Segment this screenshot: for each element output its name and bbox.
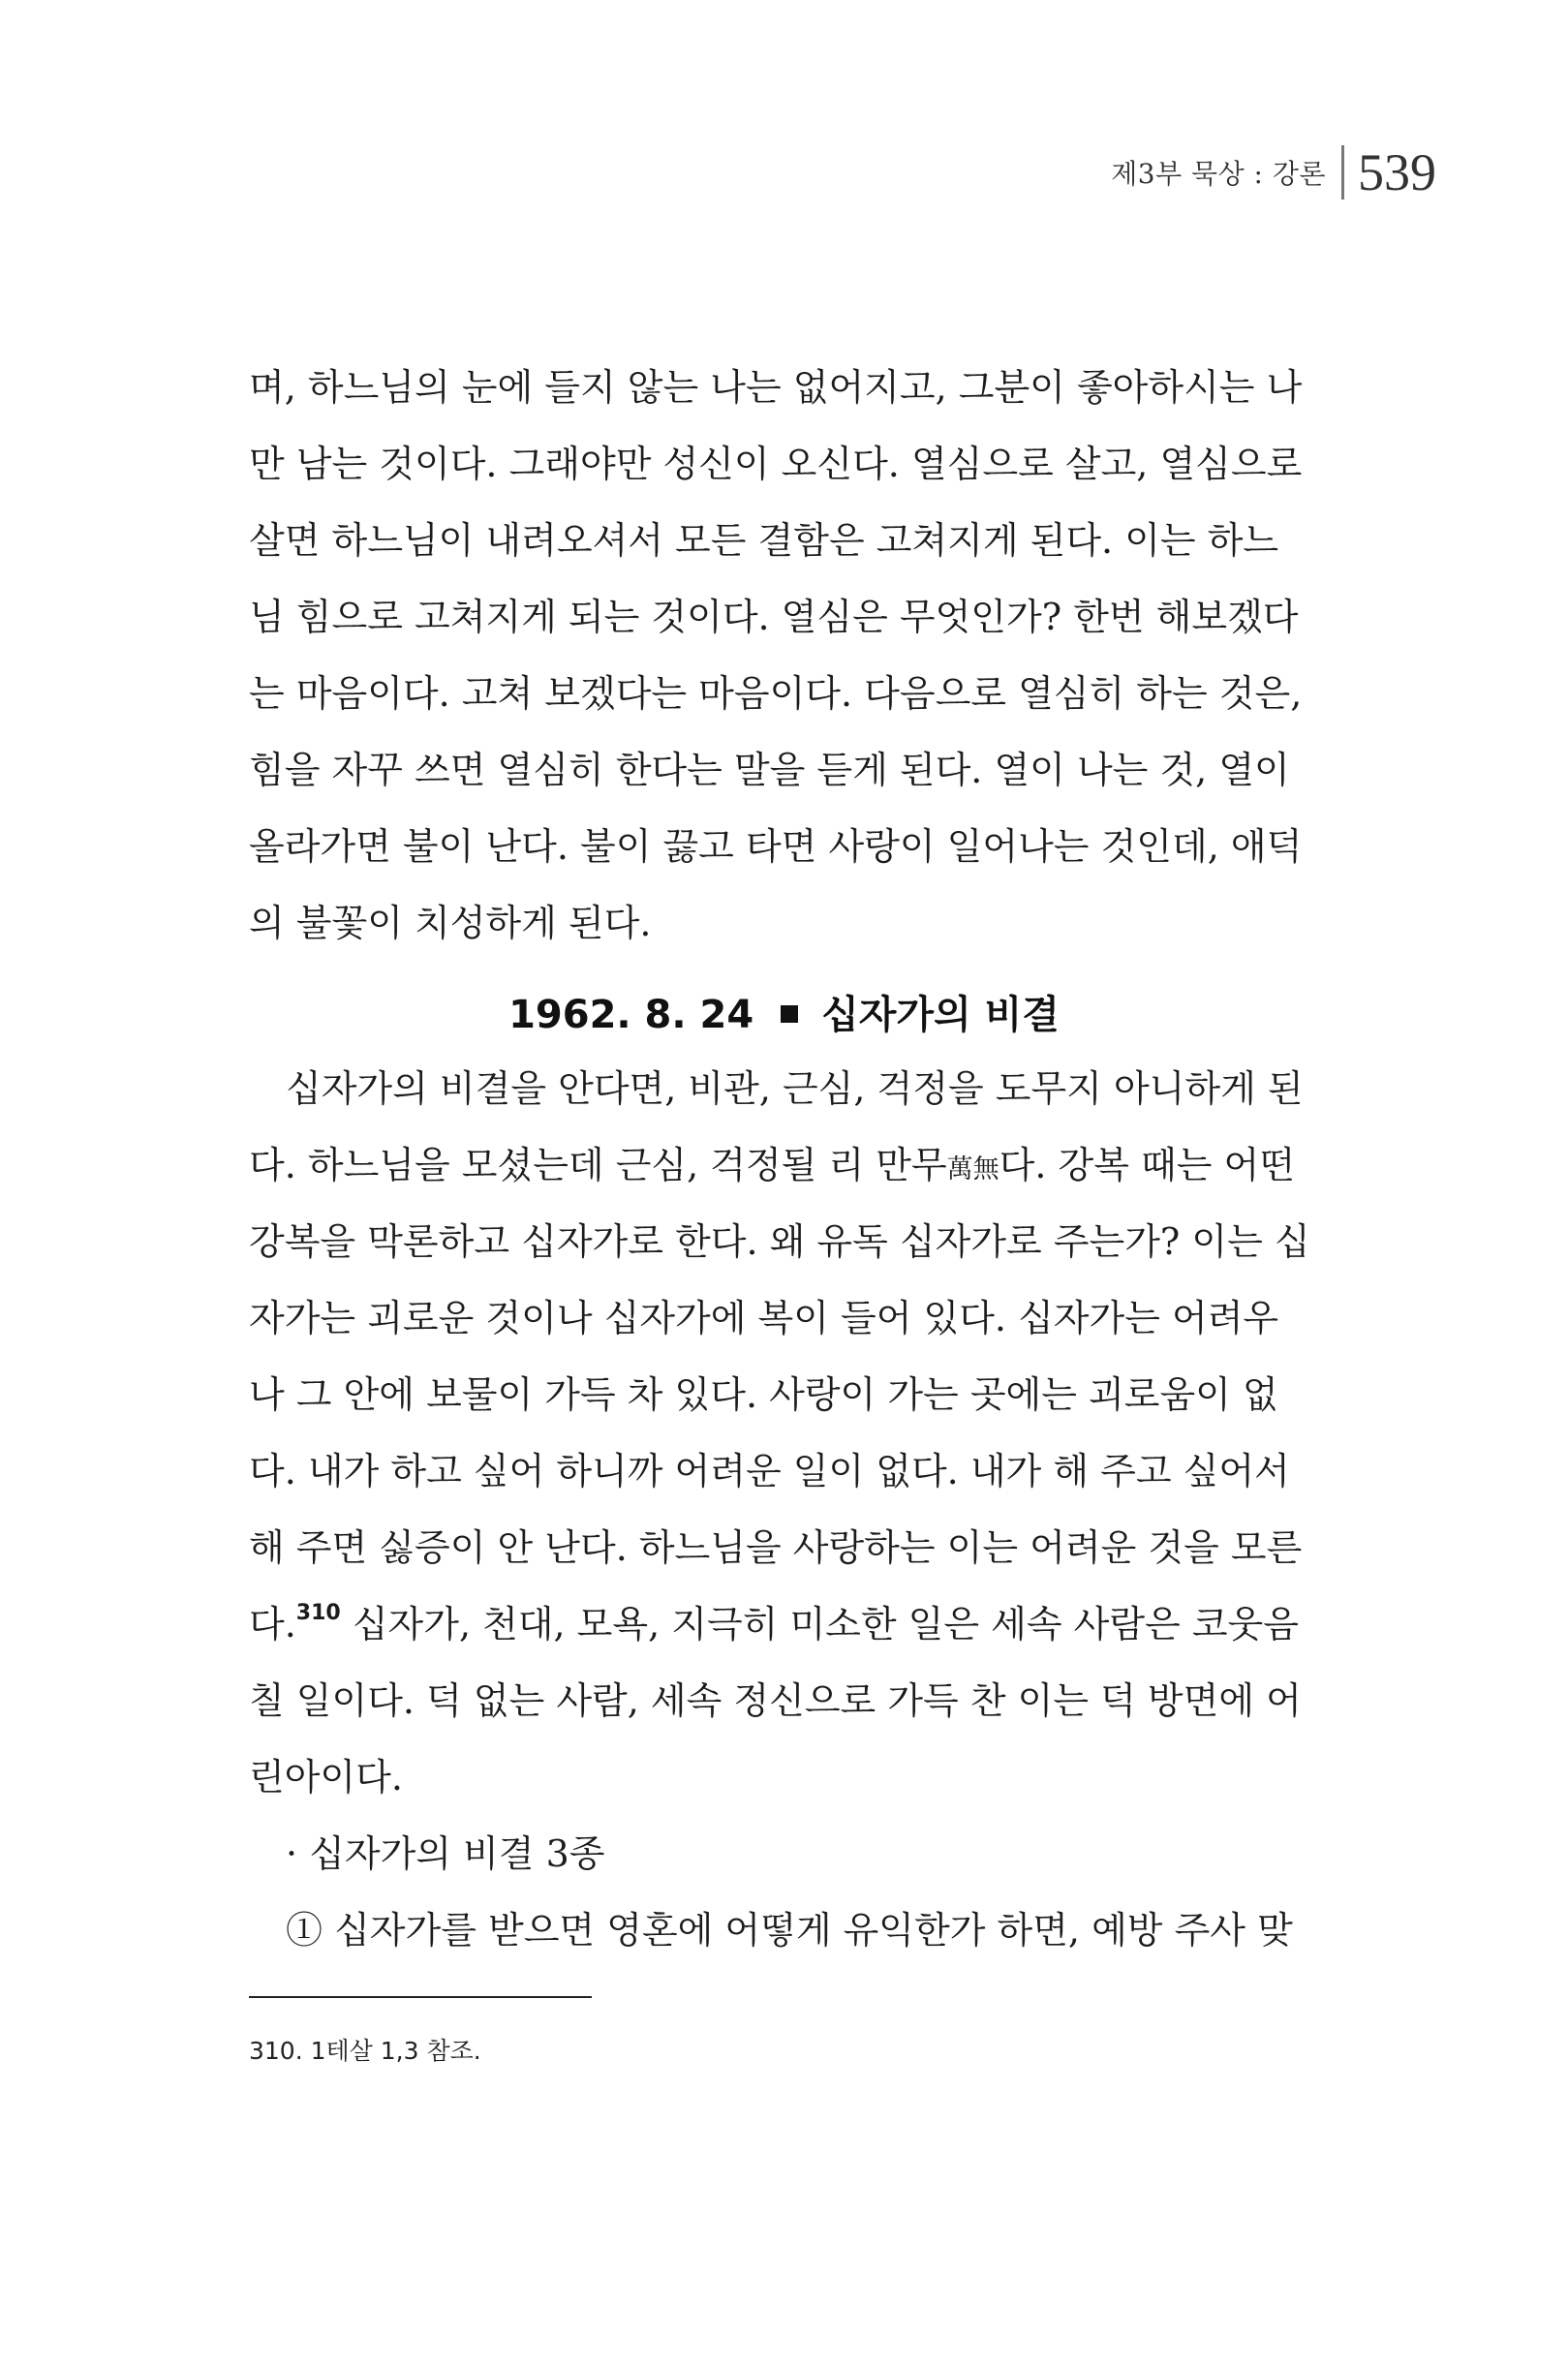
square-bullet-icon [781,1005,798,1023]
text-line: 칠 일이다. 덕 없는 사람, 세속 정신으로 가득 찬 이는 덕 방면에 어 [249,1679,1302,1722]
text-line: 자가는 괴로운 것이나 십자가에 복이 들어 있다. 십자가는 어려우 [249,1297,1279,1339]
text-line: 며, 하느님의 눈에 들지 않는 나는 없어지고, 그분이 좋아하시는 나 [249,366,1303,409]
footnote-reference[interactable]: 310 [295,1601,341,1625]
text-line: 강복을 막론하고 십자가로 한다. 왜 유독 십자가로 주는가? 이는 십 [249,1220,1310,1263]
text-line [249,1127,1320,1204]
section-heading [0,986,1568,1044]
list-item: ① 십자가를 받으면 영혼에 어떻게 유익한가 하면, 예방 주사 맞 [286,1909,1293,1952]
footnote-divider [249,1996,592,1998]
paragraph-2 [249,1051,1320,1969]
section-name: 제3부 묵상 : 강론 [1111,158,1326,190]
text-line: 살면 하느님이 내려오셔서 모든 결함은 고쳐지게 된다. 이는 하느 [249,519,1279,562]
text-segment: 다. [249,1603,296,1645]
footnote: 310. 1테살 1,3 참조. [249,2037,481,2065]
section-title: 십자가의 비결 [821,993,1060,1037]
list-heading: · 십자가의 비결 3종 [286,1832,605,1875]
text-segment: 다. 하느님을 모셨는데 근심, 걱정될 리 만무 [249,1144,947,1186]
text-line: 나 그 안에 보물이 가득 차 있다. 사랑이 가는 곳에는 괴로움이 없 [249,1373,1278,1416]
text-segment: 십자가, 천대, 모욕, 지극히 미소한 일은 세속 사람은 코웃음 [340,1603,1299,1645]
text-line: 힘을 자꾸 쓰면 열심히 한다는 말을 듣게 된다. 열이 나는 것, 열이 [249,749,1290,791]
text-line: 는 마음이다. 고쳐 보겠다는 마음이다. 다음으로 열심히 하는 것은, [249,672,1303,715]
header-divider [1341,145,1344,200]
page-number: 539 [1358,143,1436,201]
text-line: 린아이다. [249,1756,403,1799]
text-line: 해 주면 싫증이 안 난다. 하느님을 사랑하는 이는 어려운 것을 모른 [249,1526,1303,1569]
text-line: 올라가면 불이 난다. 불이 끓고 타면 사랑이 일어나는 것인데, 애덕 [249,825,1303,868]
text-line: 만 남는 것이다. 그래야만 성신이 오신다. 열심으로 살고, 열심으로 [249,443,1303,485]
text-segment: 다. 강복 때는 어떤 [999,1144,1295,1186]
section-date: 1962. 8. 24 [508,993,754,1037]
paragraph-1 [249,350,1320,962]
running-header [1111,145,1436,200]
text-line: 님 힘으로 고쳐지게 되는 것이다. 열심은 무엇인가? 한번 해보겠다 [249,596,1299,638]
text-line [249,1586,1320,1663]
text-line: 다. 내가 하고 싶어 하니까 어려운 일이 없다. 내가 해 주고 싶어서 [249,1450,1290,1492]
text-line: 의 불꽃이 치성하게 된다. [249,902,652,944]
text-line: 십자가의 비결을 안다면, 비관, 근심, 걱정을 도무지 아니하게 된 [286,1067,1304,1110]
hanja-gloss: 萬無 [946,1154,999,1184]
